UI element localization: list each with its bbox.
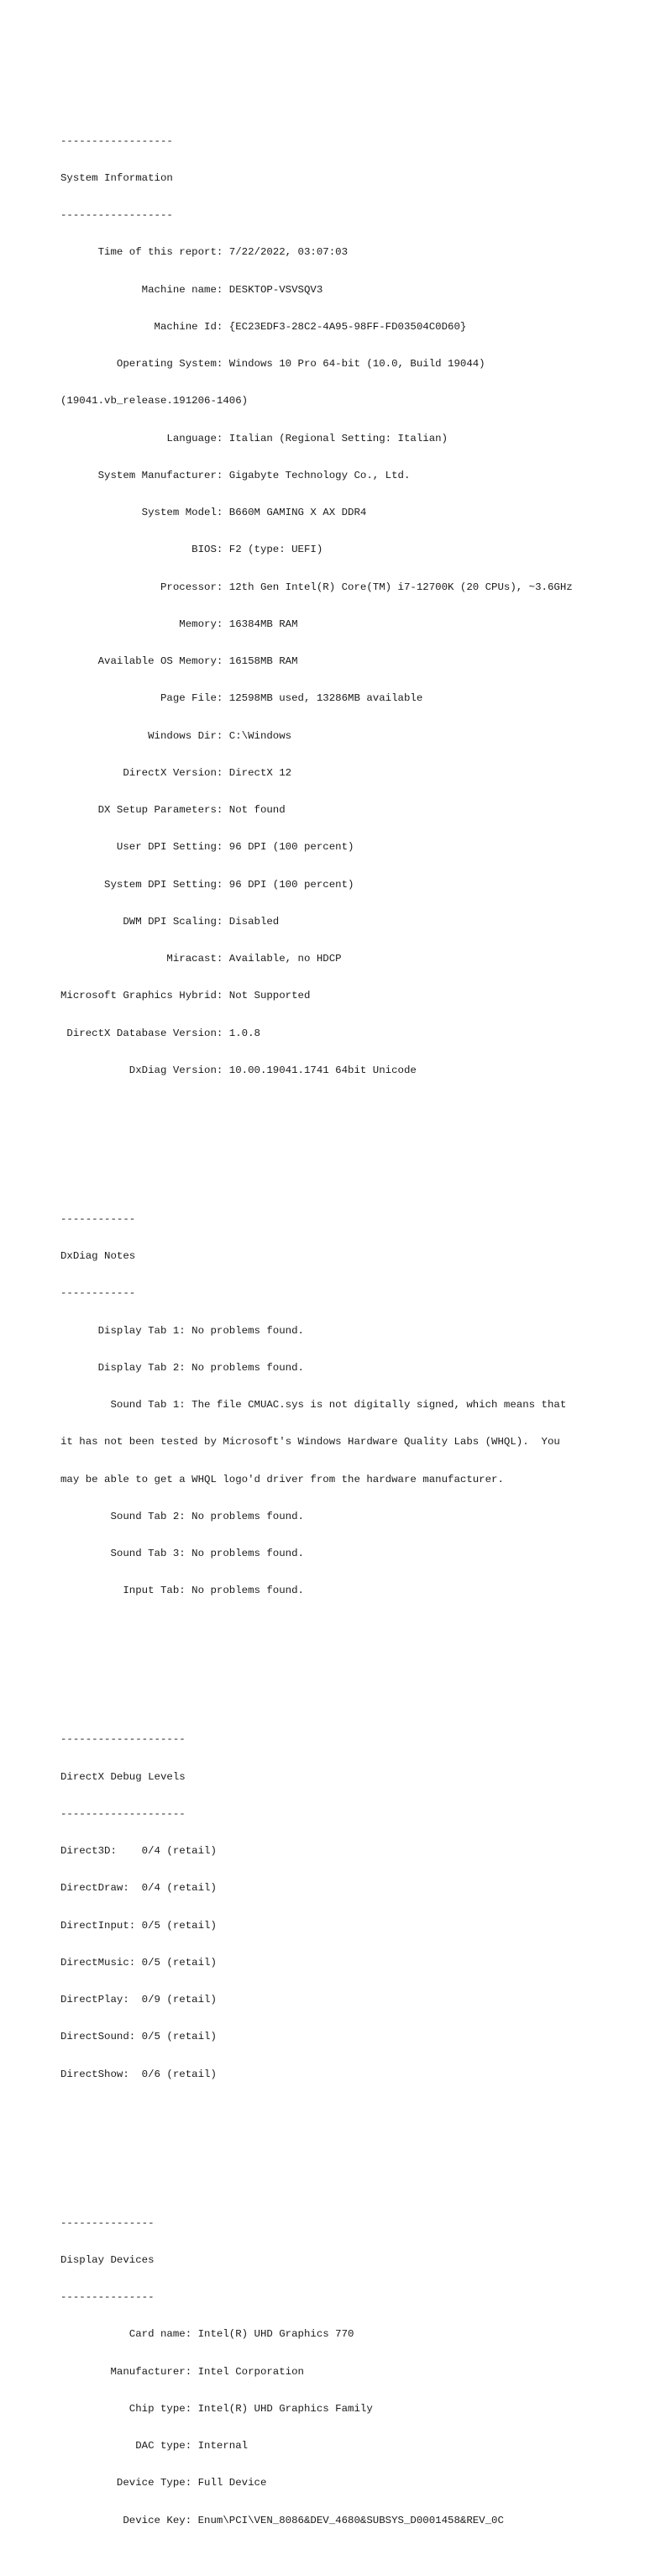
report-line: DirectShow: 0/6 (retail): [60, 2068, 217, 2080]
section-rule: ------------------: [60, 134, 173, 147]
section-directx-debug-levels: [60, 1709, 573, 2105]
report-line: Direct3D: 0/4 (retail): [60, 1845, 217, 1857]
report-line: it has not been tested by Microsoft's Windows Hardware Quality Labs (WHQL). You: [60, 1436, 560, 1448]
report-line: Device Key: Enum\PCI\VEN_8086&DEV_4680&SUBSYS_D0001458&REV_0C: [60, 2514, 504, 2526]
report-line: DirectX Version: DirectX 12: [60, 766, 292, 779]
report-line: Page File: 12598MB used, 13286MB available: [60, 692, 423, 705]
report-line: DWM DPI Scaling: Disabled: [60, 915, 280, 928]
report-line: DX Setup Parameters: Not found: [60, 804, 286, 816]
section-title: DirectX Debug Levels: [60, 1770, 186, 1783]
report-line: Microsoft Graphics Hybrid: Not Supported: [60, 990, 311, 1002]
blank-line: [60, 1647, 573, 1659]
report-line: Miracast: Available, no HDCP: [60, 953, 342, 965]
blank-line: [60, 2130, 573, 2142]
report-line: DAC type: Internal: [60, 2440, 249, 2452]
report-line: Processor: 12th Gen Intel(R) Core(TM) i7-12700K (20 CPUs), ~3.6GHz: [60, 581, 573, 593]
report-line: Chip type: Intel(R) UHD Graphics Family: [60, 2402, 373, 2415]
section-dxdiag-notes: [60, 1188, 573, 1622]
section-display-devices: [60, 2192, 573, 2552]
section-title: Display Devices: [60, 2253, 155, 2266]
report-line: DirectPlay: 0/9 (retail): [60, 1994, 217, 2006]
report-line: DirectDraw: 0/4 (retail): [60, 1882, 217, 1895]
report-line: Device Type: Full Device: [60, 2477, 267, 2489]
report-line: DirectMusic: 0/5 (retail): [60, 1956, 217, 1969]
report-line: may be able to get a WHQL logo'd driver from the hardware manufacturer.: [60, 1473, 504, 1485]
report-line: Manufacturer: Intel Corporation: [60, 2365, 304, 2378]
report-line: Time of this report: 7/22/2022, 03:07:03: [60, 246, 349, 259]
report-line: Language: Italian (Regional Setting: Italian): [60, 432, 448, 444]
dxdiag-report: [60, 60, 573, 2576]
report-line: BIOS: F2 (type: UEFI): [60, 544, 323, 556]
report-line: Sound Tab 3: No problems found.: [60, 1548, 304, 1559]
section-rule: --------------------: [60, 1733, 186, 1746]
report-line: DirectSound: 0/5 (retail): [60, 2031, 217, 2043]
report-line: Windows Dir: C:\Windows: [60, 729, 292, 742]
section-rule: ---------------: [60, 2216, 155, 2229]
report-line: System Manufacturer: Gigabyte Technology Co., Ltd.: [60, 469, 411, 481]
report-line: Operating System: Windows 10 Pro 64-bit (10.0, Build 19044): [60, 358, 485, 370]
section-title: System Information: [60, 171, 173, 184]
report-line: System DPI Setting: 96 DPI (100 percent): [60, 878, 354, 891]
blank-line: [60, 1127, 573, 1139]
report-line: DirectInput: 0/5 (retail): [60, 1919, 217, 1932]
section-system-information: [60, 110, 573, 1101]
report-line: Sound Tab 1: The file CMUAC.sys is not digitally signed, which means that: [60, 1399, 567, 1411]
section-rule: ------------: [60, 1212, 136, 1225]
report-line: User DPI Setting: 96 DPI (100 percent): [60, 841, 354, 854]
section-rule: ------------: [60, 1287, 136, 1300]
report-line: DirectX Database Version: 1.0.8: [60, 1027, 260, 1039]
report-line: Input Tab: No problems found.: [60, 1585, 304, 1597]
report-line: DxDiag Version: 10.00.19041.1741 64bit Unicode: [60, 1064, 417, 1076]
report-line: Display Tab 2: No problems found.: [60, 1361, 304, 1374]
report-line: (19041.vb_release.191206-1406): [60, 395, 249, 407]
section-rule: ------------------: [60, 209, 173, 221]
report-line: Display Tab 1: No problems found.: [60, 1324, 304, 1337]
report-line: Available OS Memory: 16158MB RAM: [60, 655, 298, 667]
report-line: Machine name: DESKTOP-VSVSQV3: [60, 283, 323, 296]
report-line: System Model: B660M GAMING X AX DDR4: [60, 507, 367, 518]
report-line: Machine Id: {EC23EDF3-28C2-4A95-98FF-FD03504C0D60}: [60, 320, 467, 333]
report-line: Card name: Intel(R) UHD Graphics 770: [60, 2328, 354, 2341]
section-rule: ---------------: [60, 2291, 155, 2303]
report-line: Sound Tab 2: No problems found.: [60, 1510, 304, 1522]
report-line: Memory: 16384MB RAM: [60, 618, 298, 630]
section-title: DxDiag Notes: [60, 1250, 136, 1262]
section-rule: --------------------: [60, 1807, 186, 1820]
